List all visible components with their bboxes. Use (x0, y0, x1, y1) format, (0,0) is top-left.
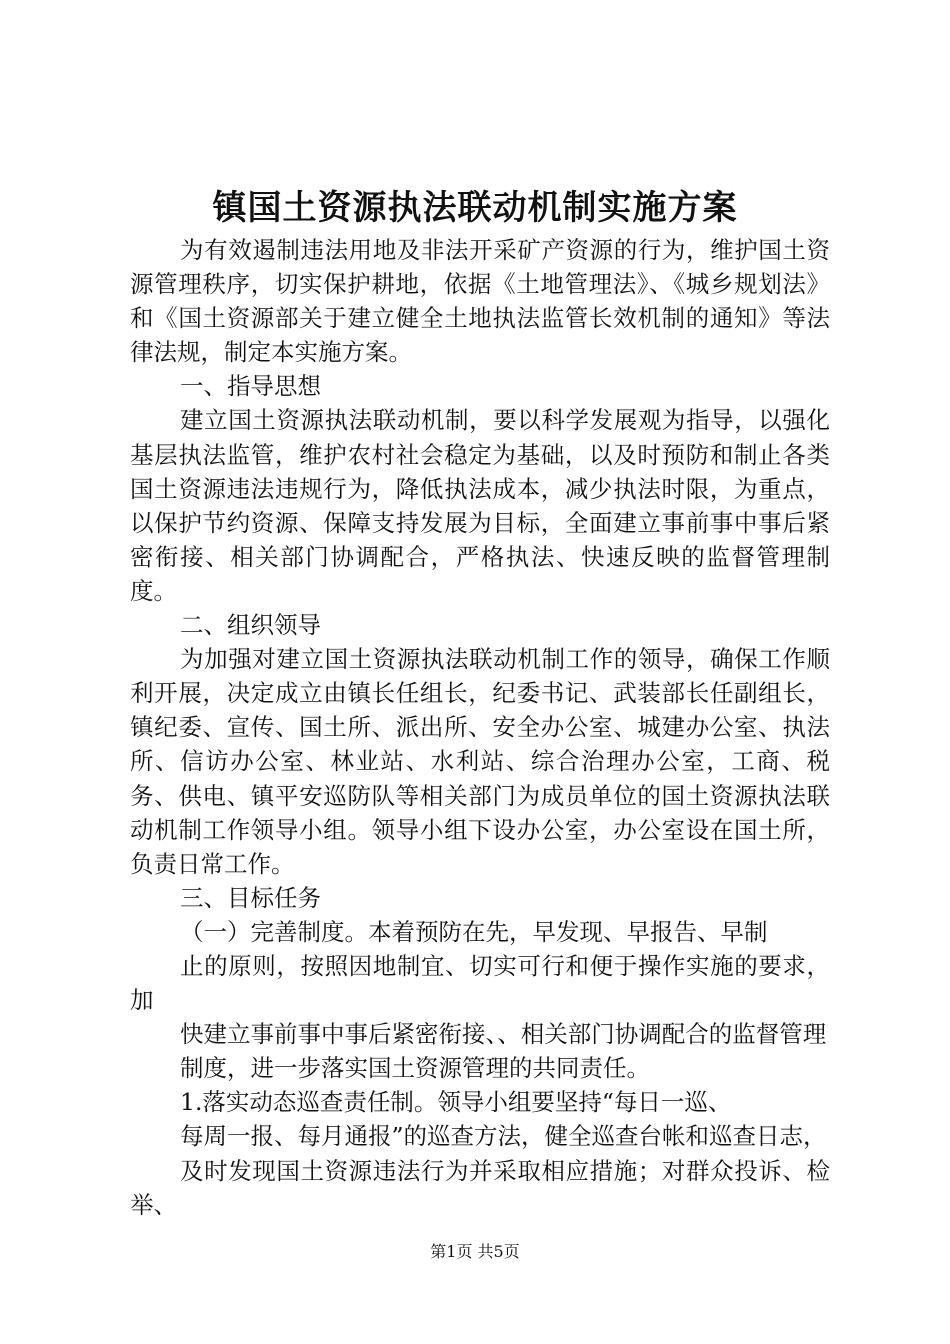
section-heading-guiding-thought: 一、指导思想 (180, 372, 321, 401)
document-body (130, 233, 830, 1222)
paragraph-line: 及时发现国土资源违法行为并采取相应措施；对群众投诉、检举、 (130, 1156, 830, 1219)
page-footer: 第1页 共5页 (430, 1242, 520, 1261)
section-heading-goals: 三、目标任务 (180, 883, 321, 912)
paragraph-guiding-thought: 建立国土资源执法联动机制，要以科学发展观为指导，以强化基层执法监管，维护农村社会稳定为基础，以及时预防和制止各类国土资源违法违规行为，降低执法成本，减少执法时限，为重点，以保护节约资源、保障支持发展为目标，全面建立事前事中事后紧密衔接、相关部门协调配合，严格执法、快速反映的监督管理制度。 (130, 406, 830, 605)
paragraph-organization: 为加强对建立国土资源执法联动机制工作的领导，确保工作顺利开展，决定成立由镇长任组长，纪委书记、武装部长任副组长，镇纪委、宣传、国土所、派出所、安全办公室、城建办公室、执法所、信访办公室、林业站、水利站、综合治理办公室，工商、税务、供电、镇平安巡防队等相关部门为成员单位的国土资源执法联动机制工作领导小组。领导小组下设办公室，办公室设在国土所，负责日常工作。 (130, 645, 830, 878)
paragraph-line: 制度，进一步落实国土资源管理的共同责任。 (180, 1054, 650, 1083)
paragraph-line: 止的原则，按照因地制宜、切实可行和便于操作实施的要求，加 (130, 951, 830, 1015)
section-heading-organization: 二、组织领导 (180, 611, 321, 640)
paragraph-intro: 为有效遏制违法用地及非法开采矿产资源的行为，维护国土资源管理秩序，切实保护耕地，依据《土地管理法》、《城乡规划法》和《国土资源部关于建立健全土地执法监管长效机制的通知》等法律法规，制定本实施方案。 (130, 236, 830, 367)
paragraph-line: 1.落实动态巡查责任制。领导小组要坚持“每日一巡、 (180, 1088, 732, 1117)
paragraph-line: （一）完善制度。本着预防在先，早发现、早报告、早制 (180, 917, 768, 946)
paragraph-line: 每周一报、每月通报”的巡查方法，健全巡查台帐和巡查日志， (180, 1122, 827, 1151)
paragraph-line: 快建立事前事中事后紧密衔接、、相关部门协调配合的监督管理 (180, 1020, 827, 1049)
document-title: 镇国土资源执法联动机制实施方案 (212, 188, 738, 228)
